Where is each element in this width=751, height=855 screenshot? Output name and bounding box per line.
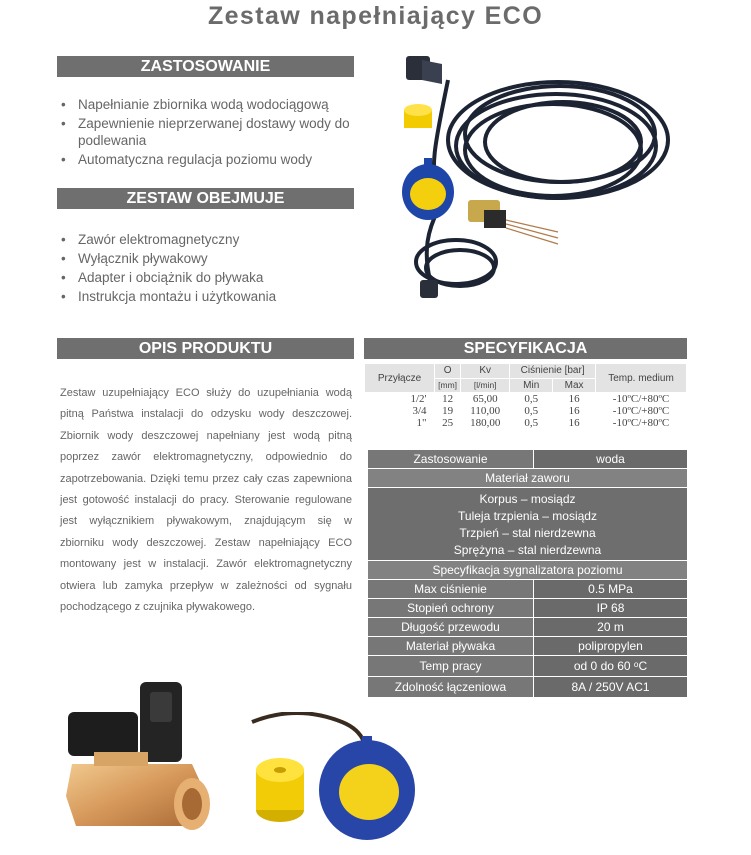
detail-label: Materiał pływaka: [368, 637, 533, 655]
detail-row: [368, 580, 687, 598]
cell: 0,5: [524, 405, 539, 417]
detail-value: woda: [534, 450, 687, 468]
cell: 1": [416, 417, 427, 429]
list-item: • Adapter i obciążnik do pływaka: [57, 269, 357, 286]
material-list: [368, 488, 687, 560]
detail-value: 0.5 MPa: [534, 580, 687, 598]
detail-label: Stopień ochrony: [368, 599, 533, 617]
sygnalizator-header: Specyfikacja sygnalizatora poziomu: [368, 561, 687, 579]
cell: 19: [442, 405, 454, 417]
table-row: [365, 417, 687, 429]
detail-value: 20 m: [534, 618, 687, 636]
detail-value: polipropylen: [534, 637, 687, 655]
cell: 0,5: [524, 417, 539, 429]
detail-value: od 0 do 60 ᵒC: [534, 656, 687, 676]
detail-label: Długość przewodu: [368, 618, 533, 636]
table-row: [365, 393, 687, 406]
material-header: Materiał zaworu: [368, 469, 687, 487]
header-min: Min: [510, 378, 553, 393]
header-max: Max: [553, 378, 596, 393]
list-item: • Zawór elektromagnetyczny: [57, 231, 357, 248]
cell: 16: [568, 417, 580, 429]
section-header-spec: SPECYFIKACJA: [364, 338, 687, 359]
zastosowanie-list: [57, 96, 357, 170]
header-cisnienie: Ciśnienie [bar]: [510, 364, 596, 379]
list-item: • Napełnianie zbiornika wodą wodociągową: [57, 96, 357, 113]
header-przylacze: Przyłącze: [365, 364, 435, 393]
list-item: • Automatyczna regulacja poziomu wody: [57, 151, 357, 168]
detail-row: [368, 656, 687, 676]
header-kv: Kv: [461, 364, 510, 379]
cell: 3/4: [412, 405, 427, 417]
material-item: Tuleja trzpienia – mosiądz: [458, 509, 597, 523]
detail-label: Temp pracy: [368, 656, 533, 676]
cell: 16: [568, 393, 580, 405]
cell: 180,00: [470, 417, 501, 429]
cell: 65,00: [472, 393, 498, 405]
section-header-opis: OPIS PRODUKTU: [57, 338, 354, 359]
material-item: Trzpień – stal nierdzewna: [459, 526, 596, 540]
page-title: Zestaw napełniający ECO: [207, 2, 544, 30]
material-item: Sprężyna – stal nierdzewna: [453, 543, 602, 557]
detail-row: [368, 599, 687, 617]
float-switch-kit-image: [398, 50, 680, 308]
cell: 16: [568, 405, 580, 417]
spec-table: [364, 363, 687, 429]
detail-label: Zdolność łączeniowa: [368, 677, 533, 697]
list-item: • Wyłącznik pływakowy: [57, 250, 357, 267]
header-o-unit: [mm]: [435, 378, 461, 393]
list-item: • Instrukcja montażu i użytkowania: [57, 288, 357, 305]
cell: 1/2': [410, 393, 427, 405]
detail-row: [368, 677, 687, 697]
cell: -10ºC/+80ºC: [612, 417, 670, 429]
material-item: Korpus – mosiądz: [479, 492, 576, 506]
section-header-zestaw: ZESTAW OBEJMUJE: [57, 188, 354, 209]
cell: 25: [442, 417, 454, 429]
zestaw-list: [57, 231, 357, 307]
detail-value: 8A / 250V AC1: [534, 677, 687, 697]
detail-value: IP 68: [534, 599, 687, 617]
product-description: Zestaw uzupełniający ECO służy do uzupełniania wodą pitną Państwa instalacji do odzysku wody deszczowej. Zbiornik wody deszczowej napełniany jest wodą pitną poprzez zawór elektromagnetyczny, odpowiednio do zapotrzebowania. Dzięki temu przez cały czas zapewniona jest gotowość instalacji do pracy. Sterowanie regulowane jest wyłącznikiem pływakowym, znajdującym się w zbiorniku wody deszczowej. Zestaw napełniający ECO montowany jest w instalacji. Zawór elektromagnetyczny otwiera lub zamyka przepływ w zależności od sygnału pochodzącego z czujnika pływakowego.: [60, 387, 352, 614]
details-panel: [368, 450, 687, 698]
header-o: O: [435, 364, 461, 379]
detail-row: [368, 618, 687, 636]
detail-label: Zastosowanie: [368, 450, 533, 468]
section-header-zastosowanie: ZASTOSOWANIE: [57, 56, 354, 77]
cell: -10ºC/+80ºC: [612, 393, 670, 405]
header-kv-unit: [l/min]: [461, 378, 510, 393]
cell: 12: [442, 393, 454, 405]
cell: -10ºC/+80ºC: [612, 405, 670, 417]
cell: 0,5: [524, 393, 539, 405]
float-switch-image: [242, 712, 424, 850]
detail-row: [368, 637, 687, 655]
cell: 110,00: [470, 405, 501, 417]
list-item: • Zapewnienie nieprzerwanej dostawy wody do podlewania: [57, 115, 357, 149]
detail-label: Max ciśnienie: [368, 580, 533, 598]
table-row: [365, 405, 687, 417]
detail-row: [368, 450, 687, 468]
solenoid-valve-image: [62, 676, 212, 844]
header-temp: Temp. medium: [596, 364, 687, 393]
